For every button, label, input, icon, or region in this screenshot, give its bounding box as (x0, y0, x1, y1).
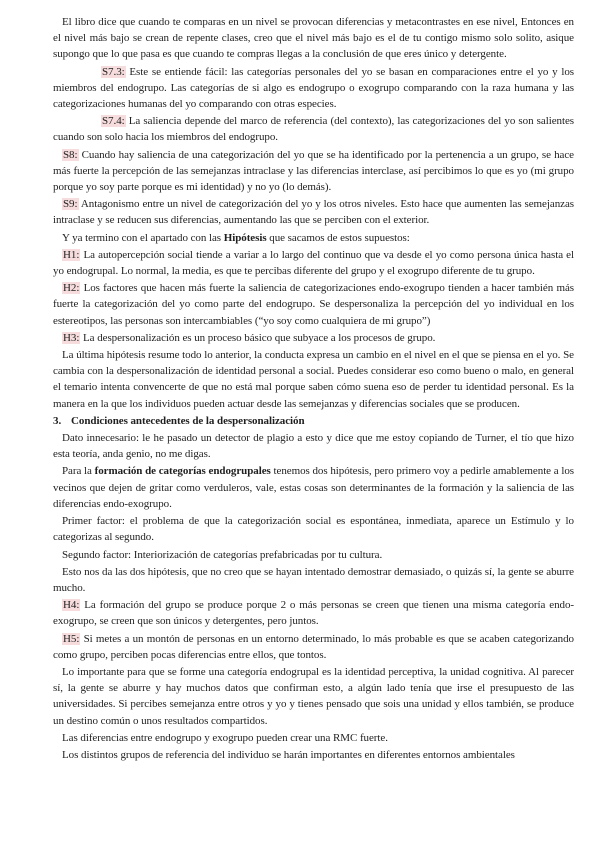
formacion-after: tenemos dos hipótesis, pero primero voy a pedirle amablemente a los vecinos que dejen de gritar como verduleros, vale, estas cosas son determinantes de la formación y la saliencia de las diferencias endo-exogrupo. (53, 465, 574, 510)
section-number: 3. (53, 414, 62, 427)
paragraph-h2 (53, 280, 574, 329)
paragraph-s8 (53, 147, 574, 196)
assumption-tag-s9: S9: (63, 198, 78, 211)
hypothesis-text-h4: La formación del grupo se produce porque 2 o más personas se creen que tienen una misma categoría endo-exogrupo, se creen que son únicos y detergentes, pero juntos. (53, 599, 574, 628)
formacion-bold: formación de categorías endogrupales (94, 465, 271, 478)
paragraph-distintos: Los distintos grupos de referencia del individuo se harán importantes en diferentes entornos ambientales (62, 748, 515, 761)
paragraph-h1 (53, 247, 574, 279)
paragraph-h4 (53, 597, 574, 629)
hypothesis-intro-after: que sacamos de estos supuestos: (266, 231, 410, 244)
paragraph-libro: El libro dice que cuando te comparas en un nivel se provocan diferencias y metacontrastes en ese nivel, Entonces en el nivel más bajo se crean de repente clases, creo que el nivel más bajo es el de tu contigo mismo solo solito, asique supongo que lo que pasa es que cuando te compras llegas a la conclusión de que eres único y detergente. (53, 16, 574, 61)
assumption-text-s9: Antagonismo entre un nivel de categorización del yo y los otros niveles. Esto hace que aumenten las semejanzas intraclase y se reducen sus diferencias, aumentando las que se perciben con el exterior. (53, 198, 574, 227)
paragraph-h3 (53, 330, 574, 346)
assumption-tag-s8: S8: (63, 148, 78, 161)
assumption-tag-s7-3: S7.3: (102, 65, 125, 78)
paragraph-segundo-factor: Segundo factor: Interiorización de categorías prefabricadas por tu cultura. (62, 548, 383, 561)
paragraph-hypothesis-intro (53, 230, 574, 246)
assumption-text-s7-4: La saliencia depende del marco de referencia (del contexto), las categorizaciones del yo son salientes cuando son solo hacia los miembros del endogrupo. (53, 115, 574, 144)
assumption-tag-s7-4: S7.4: (102, 115, 125, 128)
hypothesis-text-h3: La despersonalización es un proceso básico que subyace a los procesos de grupo. (80, 331, 436, 344)
paragraph-formacion (53, 463, 574, 512)
paragraph-h5 (53, 631, 574, 663)
formacion-before: Para la (62, 465, 95, 478)
hypothesis-text-h1: La autopercepción social tiende a variar a lo largo del continuo que va desde el yo como persona única hasta el yo endogrupal. Lo normal, la media, es que te percibas diferente del grupo y el exogrupo diferente de tu grupo. (53, 248, 574, 278)
hypothesis-tag-h4: H4: (63, 599, 80, 612)
paragraph-s7-3 (53, 64, 574, 113)
hypothesis-text-h2: Los factores que hacen más fuerte la saliencia de categorizaciones endo-exogrupo tienden a hacer también más fuerte la categorización del yo como parte del endogrupo. Se despersonaliza la percepción del yo individual en los estereotipos, las personas son intercambiables (“yo soy como cualquiera de mi grupo”) (53, 282, 574, 327)
hypothesis-intro-before: Y ya termino con el apartado con las (62, 231, 224, 244)
paragraph-diferencias: Las diferencias entre endogrupo y exogrupo pueden crear una RMC fuerte. (62, 731, 388, 744)
paragraph-ultima-hipotesis: La última hipótesis resume todo lo anterior, la conducta expresa un cambio en el nivel en el que se piensa en el yo. Se cambia con la despersonalización de identidad personal a social. Puedes considerar eso como bueno o malo, en general el temario intenta convencerte de que no está mal porque saben cómo suena eso de perder tu identidad personal. Es la manera en la que los individuos pueden actuar desde las semejanzas y diferencias sociales que se producen. (53, 349, 574, 410)
paragraph-dato: Dato innecesario: le he pasado un detector de plagio a esto y dice que me estoy copiando de Turner, el tío que hizo esta teoría, anda genio, no me digas. (53, 432, 574, 461)
paragraph-s7-4 (53, 113, 574, 145)
paragraph-primer-factor: Primer factor: el problema de que la categorización social es espontánea, inmediata, aparece un Estímulo y lo categorizas al segundo. (53, 515, 574, 544)
hypothesis-tag-h1: H1: (63, 248, 80, 261)
hypothesis-tag-h5: H5: (63, 632, 80, 645)
hypothesis-text-h5: Si metes a un montón de personas en un entorno determinado, lo más probable es que se acaben categorizando como grupo, perciben pocas diferencias entre ellos, que tontos. (53, 632, 574, 661)
assumption-text-s8: Cuando hay saliencia de una categorización del yo que se ha identificado por la pertenencia a un grupo, se hace más fuerte la percepción de las semejanzas intraclase y las diferencias interclase, así percibimos lo que es yo (mi grupo porque yo soy parte porque es mi identidad) y no yo (lo demás). (53, 148, 574, 194)
hypothesis-tag-h2: H2: (63, 282, 80, 295)
hypothesis-tag-h3: H3: (63, 331, 80, 344)
hypothesis-bold-word: Hipótesis (223, 231, 267, 244)
paragraph-importante: Lo importante para que se forme una categoría endogrupal es la identidad perceptiva, la unidad cognitiva. Al parecer sí, la gente se aburre y hay muchos datos que confirman esto, a algún lado tenía que irse el presupuesto de las universidades. Si percibes semejanza entre otros y yo y tienes pensado que sois una unidad y ellos también, se produce un destino común o unos resultados compartidos. (53, 665, 574, 727)
paragraph-s9 (53, 196, 574, 228)
document-page (53, 14, 574, 764)
paragraph-esto: Esto nos da las dos hipótesis, que no creo que se hayan intentado demostrar demasiado, o quizás sí, la gente se aburre mucho. (53, 565, 574, 594)
section-heading-3 (53, 413, 574, 429)
section-title: Condiciones antecedentes de la despersonalización (71, 414, 305, 427)
assumption-text-s7-3: Este se entiende fácil: las categorías personales del yo se basan en comparaciones entre el yo y los miembros del endogrupo. Las categorías de si algo es endogrupo o exogrupo comparando con la raza humana y las categorizaciones humanas del yo comparando con otras especies. (53, 65, 574, 111)
